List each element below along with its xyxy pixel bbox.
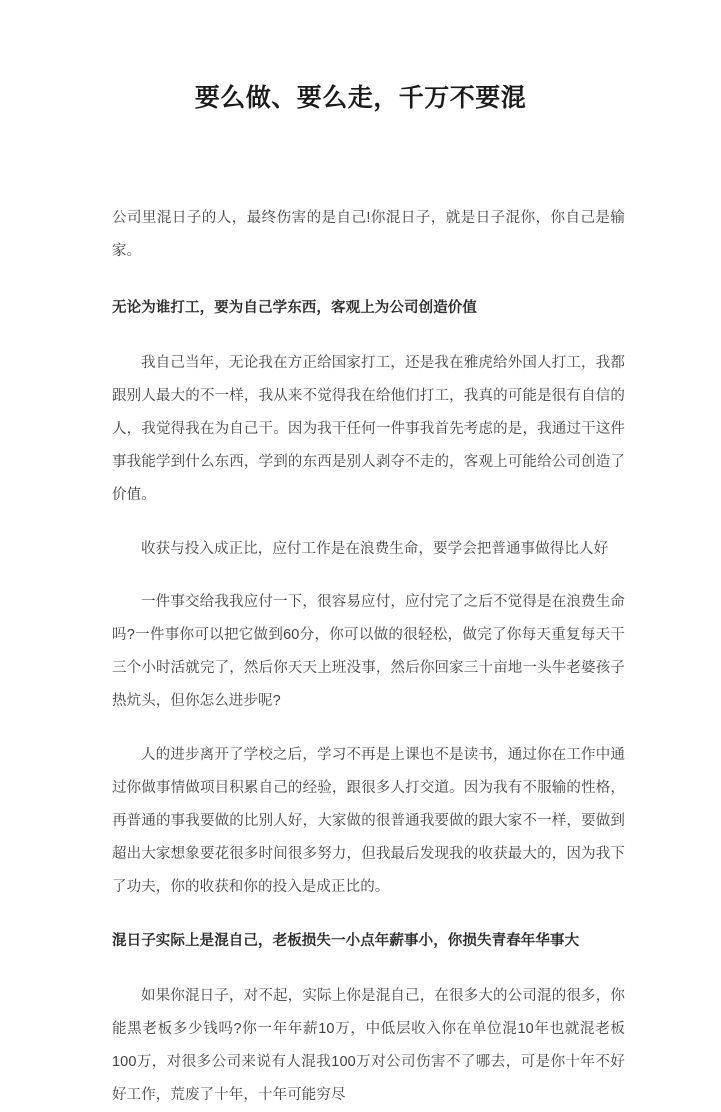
section-one-heading: 无论为谁打工，要为自己学东西，客观上为公司创造价值	[112, 299, 477, 316]
article-body	[0, 202, 721, 1112]
section-two-paragraph-two: 人的进步离开了学校之后，学习不再是上课也不是读书，通过你在工作中通过你做事情做项目积累自己的经验，跟很多人打交道。因为我有不服输的性格，再普通的事我要做的比别人好，大家做的很普通我要做的跟大家不一样，要做到超出大家想象要花很多时间很多努力，但我最后发现我的收获最大的，因为我下了功夫，你的收获和你的投入是成正比的。	[112, 746, 625, 895]
section-one-paragraph: 我自己当年，无论我在方正给国家打工，还是我在雅虎给外国人打工，我都跟别人最大的不一样，我从来不觉得我在给他们打工，我真的可能是很有自信的人，我觉得我在为自己干。因为我干任何一件事我首先考虑的是，我通过干这件事我能学到什么东西，学到的东西是别人剥夺不走的，客观上可能给公司创造了价值。	[112, 354, 625, 503]
page-title: 要么做、要么走，千万不要混	[194, 84, 527, 112]
section-two-heading: 收获与投入成正比，应付工作是在浪费生命，要学会把普通事做得比人好	[141, 540, 609, 557]
section-three-paragraph: 如果你混日子，对不起，实际上你是混自己，在很多大的公司混的很多，你能黑老板多少钱吗?你一年年薪10万，中低层收入你在单位混10年也就混老板100万，对很多公司来说有人混我100万对公司伤害不了哪去，可是你十年不好好工作，荒废了十年，十年可能穷尽	[112, 987, 625, 1103]
lead-paragraph: 公司里混日子的人，最终伤害的是自己!你混日子，就是日子混你，你自己是输家。	[112, 209, 625, 259]
section-two-paragraph-one: 一件事交给我我应付一下，很容易应付，应付完了之后不觉得是在浪费生命吗?一件事你可以把它做到60分，你可以做的很轻松，做完了你每天重复每天干三个小时活就完了，然后你天天上班没事，然后你回家三十亩地一头牛老婆孩子热炕头，但你怎么进步呢?	[112, 593, 625, 709]
section-three-heading: 混日子实际上是混自己，老板损失一小点年薪事小，你损失青春年华事大	[112, 932, 580, 949]
